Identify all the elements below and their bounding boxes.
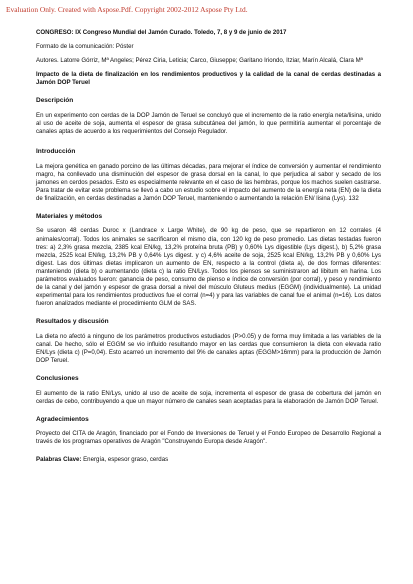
section-text-materiales: Se usaron 48 cerdas Duroc x (Landrace x Large White), de 90 kg de peso, que se repartieron en 12 corrales (4 animales/corral). Todos los animales se sacrificaron el mismo día, con 120 kg de peso promedio. Las dietas testadas fueron tres: a) 2,3% grasa mezcla, 2385 kcal EN/kg, 13,2% proteína bruta (PB) y 0,60% Lys digestible (Lys digest.), b) 5,2% grasa mezcla, 2525 kcal EN/kg, 13,2% PB y 0,64% Lys digest. y c) 4,6% aceite de soja, 2525 kcal EN/kg, 13,2% PB y 0,60% Lys digest. Las dos últimas dietas implicaron un aumento de EN, respecto a la control (dieta a), de dos formas diferentes: manteniendo (dieta b) o aumentando (dieta c) la ratio EN/Lys. Todos los piensos se suministraron ad libitum en harina. Los parámetros evaluados fueron: ganancia de peso, consumo de pienso e índice de conversión (por corral), y peso y rendimiento de la canal y del jamón y espesor de grasa dorsal a nivel del músculo Gluteus medius (EGGM) (individualmente). La unidad experimental para los rendimientos productivos fue el corral (n=4) y para las variables de canal fue el animal (n=16). Los datos fueron analizados mediante el procedimiento GLM de SAS.	[36, 227, 381, 308]
keywords-text: Energía, espesor graso, cerdas	[83, 456, 169, 464]
section-heading-descripcion: Descripción	[36, 97, 74, 105]
section-heading-resultados: Resultados y discusión	[36, 318, 109, 326]
format-line: Formato de la comunicación: Póster	[36, 43, 134, 51]
section-heading-materiales: Materiales y métodos	[36, 213, 103, 221]
watermark: Evaluation Only. Created with Aspose.Pdf. Copyright 2002-2012 Aspose Pty Ltd.	[6, 5, 248, 14]
section-heading-conclusiones: Conclusiones	[36, 375, 79, 383]
document-body	[36, 29, 381, 464]
congress-line: CONGRESO: IX Congreso Mundial del Jamón Curado. Toledo, 7, 8 y 9 de junio de 2017	[36, 29, 287, 36]
section-heading-agradecimientos: Agradecimientos	[36, 415, 89, 423]
section-text-introduccion: La mejora genética en ganado porcino de las últimas décadas, para mejorar el índice de conversión y aumentar el rendimiento magro, ha conllevado una disminución del espesor de grasa dorsal en la canal, lo que perjudica al sabor y secado de los jamones en cerdos pesados. Esto es especialmente relevante en el caso de las hembras, porque los machos suelen castrarse. Para tratar de evitar este problema se llevó a cabo un estudio sobre el impacto del aumento de la energía neta (EN) de la dieta de finalización, en cerdas destinadas a Jamón DOP Teruel, manteniendo o aumentando la relación EN/ lisina (Lys). 132	[36, 162, 381, 202]
section-text-agradecimientos: Proyecto del CITA de Aragón, financiado por el Fondo de Inversiones de Teruel y el Fondo Europeo de Desarrollo Regional a través de los programas operativos de Aragón "Construyendo Europa desde Aragón".	[36, 430, 381, 446]
authors-line: Autores. Latorre Górriz, Mª Angeles; Pérez Ciria, Leticia; Carco, Giuseppe; Garitano Iriondo, Itziar, Marín Alcalá, Clara Mª	[36, 57, 363, 65]
section-heading-introduccion: Introducción	[36, 148, 76, 156]
section-text-descripcion: En un experimento con cerdas de la DOP Jamón de Teruel se concluyó que el incremento de la ratio energía neta/lisina, unido al uso de aceite de soja, aumenta el espesor de grasa subcutánea del jamón, lo que permitiría aumentar el porcentaje de canales aptas de acuerdo a los requerimientos del Consejo Regulador.	[36, 111, 381, 136]
keywords-line	[36, 456, 381, 464]
section-text-conclusiones: El aumento de la ratio EN/Lys, unido al uso de aceite de soja, incrementa el espesor de grasa de cobertura del jamón en cerdas de cebo, contribuyendo a que un mayor número de canales sean aceptadas para la elaboración de Jamón DOP Teruel.	[36, 389, 381, 405]
keywords-label: Palabras Clave:	[36, 456, 82, 464]
paper-title: Impacto de la dieta de finalización en los rendimientos productivos y la calidad de la canal de cerdas destinadas a Jamón DOP Teruel	[36, 71, 381, 87]
section-text-resultados: La dieta no afectó a ninguno de los parámetros productivos estudiados (P>0.05) y de forma muy limitada a las variables de la canal. De hecho, sólo el EGGM se vio influido resultando mayor en las cerdas que consumieron la dieta con elevada ratio EN/Lys (dieta c) (P=0,04). Esto acarreó un incremento del 9% de canales aptas (EGGM>16mm) para la producción de Jamón DOP Teruel.	[36, 332, 381, 365]
